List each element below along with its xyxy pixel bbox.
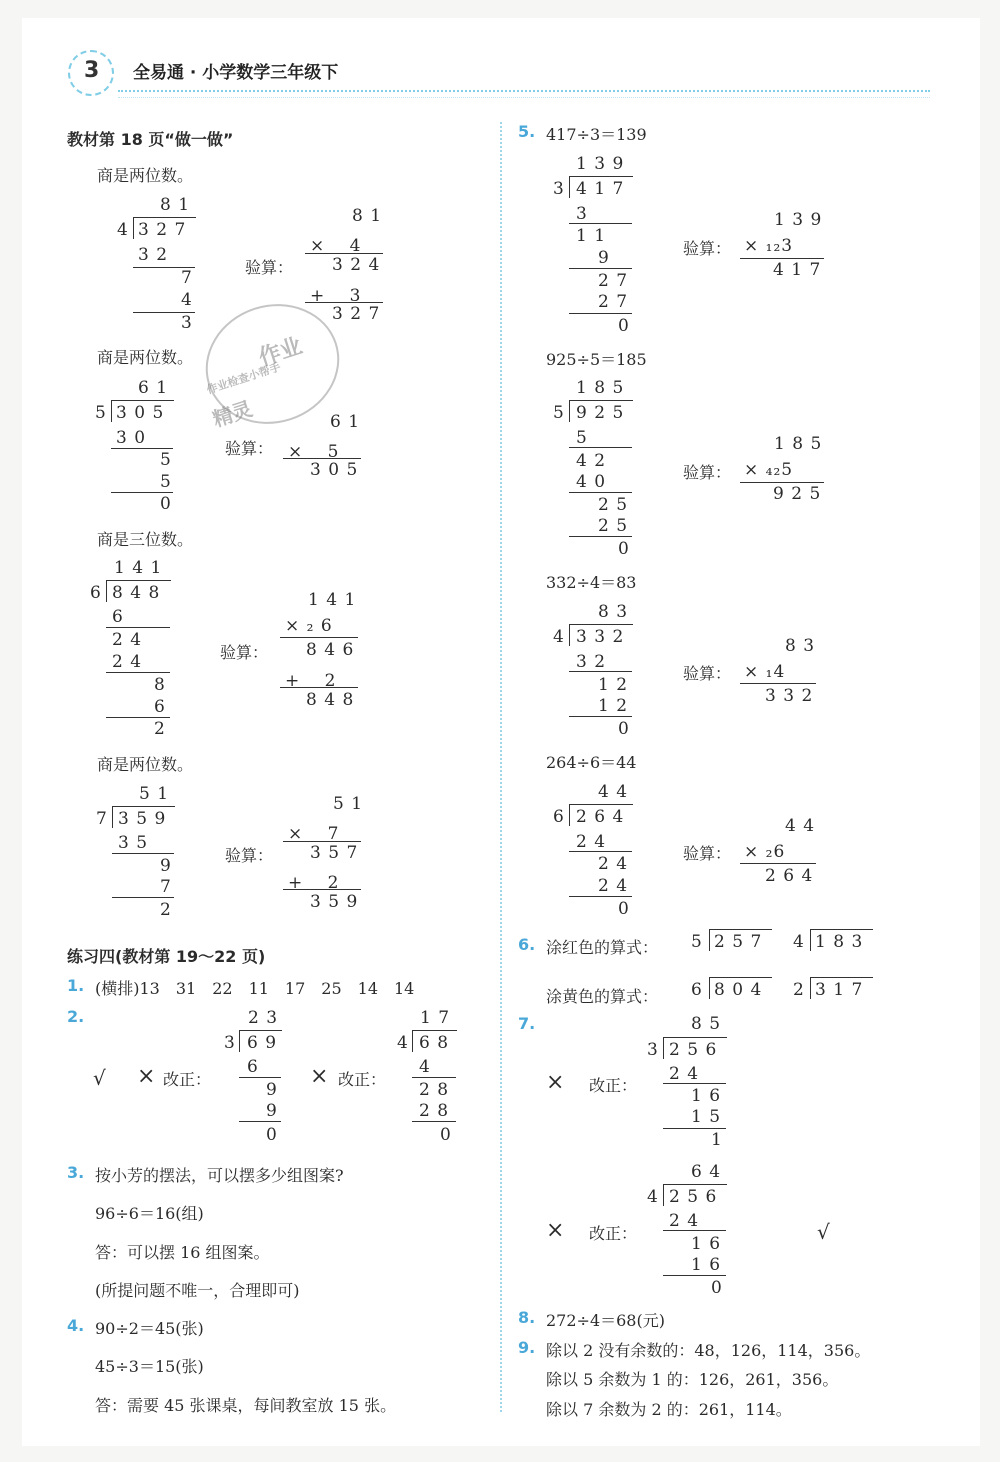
step: 1 2 (598, 696, 629, 716)
step: 3 2 (576, 652, 607, 672)
watermark-middle: 作业检查小帮手 (205, 360, 283, 397)
step-line (569, 313, 632, 314)
division-bracket (569, 624, 570, 646)
division-bracket (810, 929, 811, 951)
step-line (663, 1083, 726, 1084)
step: 9 (266, 1101, 278, 1121)
verify-line (740, 482, 824, 483)
cross-mark: × (546, 1218, 565, 1243)
step-line (106, 717, 170, 718)
verify-mult: × ₂6 (744, 842, 786, 862)
verify-label: 验算： (245, 258, 294, 277)
problem-1-answer: (横排)13 31 22 11 17 25 14 14 (95, 979, 415, 998)
problem-3-question: 按小芳的摆法，可以摆多少组图案? (95, 1166, 344, 1185)
verify-num: 8 3 (785, 636, 816, 656)
quotient: 1 4 1 (114, 558, 163, 578)
step: 4 (419, 1057, 431, 1077)
division-bar (107, 580, 171, 581)
step: 4 (181, 290, 193, 310)
step: 1 5 (691, 1107, 722, 1127)
problem-9-line-1: 除以 2 没有余数的：48，126，114，356。 (546, 1341, 871, 1360)
equation: 332÷4＝83 (546, 573, 637, 592)
step: 1 6 (691, 1234, 722, 1254)
division-bar (112, 400, 174, 401)
correction-label: 改正： (163, 1070, 212, 1089)
note-two-digit: 商是两位数。 (97, 166, 194, 185)
quotient: 8 3 (598, 602, 629, 622)
division-bar (664, 1037, 727, 1038)
step: 4 2 (576, 451, 607, 471)
problem-4-calc-2: 45÷3＝15(张) (95, 1357, 204, 1376)
division-bar (570, 400, 633, 401)
dividend: 8 0 4 (714, 980, 763, 1000)
equation: 417÷3＝139 (546, 125, 647, 144)
verify-label: 验算： (225, 846, 274, 865)
dividend: 3 5 9 (118, 809, 167, 829)
dividend: 9 2 5 (576, 403, 625, 423)
correction-label: 改正： (589, 1076, 638, 1095)
divisor: 5 (95, 403, 107, 423)
step: 5 (160, 472, 172, 492)
verify-num: 3 5 7 (310, 843, 359, 863)
check-mark: √ (93, 1066, 106, 1090)
division-bracket (239, 1030, 240, 1052)
step: 3 0 (116, 428, 147, 448)
division-bar (413, 1030, 457, 1031)
division-bar (811, 977, 873, 978)
verify-line (740, 258, 824, 259)
step-line (412, 1121, 456, 1122)
quotient: 8 1 (160, 195, 191, 215)
problem-number: 7. (518, 1014, 536, 1033)
verify-line (740, 863, 816, 864)
divisor: 2 (793, 980, 805, 1000)
step-line (569, 851, 632, 852)
dividend: 1 8 3 (815, 932, 864, 952)
divisor: 4 (397, 1033, 409, 1053)
problem-4-answer: 答：需要 45 张课桌，每间教室放 15 张。 (95, 1396, 397, 1415)
step-line (569, 447, 632, 448)
step: 7 (160, 877, 172, 897)
step: 1 6 (691, 1255, 722, 1275)
step: 2 4 (112, 652, 143, 672)
step-line (239, 1077, 281, 1078)
verify-mult: × ₁₂3 (744, 236, 794, 256)
verify-line (283, 889, 361, 890)
problem-3-calc: 96÷6＝16(组) (95, 1204, 204, 1223)
verify-label: 验算： (683, 463, 732, 482)
step-line (569, 268, 632, 269)
problem-8-answer: 272÷4＝68(元) (546, 1311, 665, 1330)
problem-4-calc-1: 90÷2＝45(张) (95, 1319, 204, 1338)
division-bar (811, 929, 873, 930)
divisor: 6 (691, 980, 703, 1000)
remainder: 0 (440, 1125, 452, 1145)
division-bracket (709, 977, 710, 999)
dividend: 2 5 6 (669, 1187, 718, 1207)
remainder: 0 (618, 899, 630, 919)
quotient: 2 3 (248, 1008, 279, 1028)
problem-number: 1. (67, 976, 85, 995)
verify-line (283, 841, 361, 842)
quotient: 4 4 (598, 782, 629, 802)
section-title-textbook: 教材第 18 页“做一做” (67, 130, 234, 149)
step: 3 5 (118, 833, 149, 853)
step-line (112, 853, 174, 854)
step: 5 (576, 428, 588, 448)
verify-add: + 2 (288, 873, 340, 893)
division-bracket (106, 580, 107, 602)
remainder: 1 (711, 1130, 723, 1150)
correction-label: 改正： (589, 1224, 638, 1243)
quotient: 5 1 (139, 784, 170, 804)
step: 2 4 (576, 832, 607, 852)
verify-label: 验算： (683, 239, 732, 258)
verify-line (305, 253, 383, 254)
note-two-digit: 商是两位数。 (97, 755, 194, 774)
correction-label: 改正： (338, 1070, 387, 1089)
verify-num: 3 0 5 (310, 460, 359, 480)
problem-number: 2. (67, 1007, 85, 1026)
remainder: 0 (618, 539, 630, 559)
division-bracket (663, 1184, 664, 1206)
division-bar (240, 1030, 282, 1031)
verify-mult: × 5 (288, 442, 340, 462)
dividend: 6 8 (419, 1033, 450, 1053)
step: 9 (160, 856, 172, 876)
remainder: 2 (154, 719, 166, 739)
watermark-top: 作业 (255, 333, 306, 372)
book-title: 全易通 · 小学数学三年级下 (133, 63, 339, 83)
division-bracket (810, 977, 811, 999)
step: 6 (247, 1057, 259, 1077)
verify-add: + 2 (285, 671, 337, 691)
step: 2 4 (598, 854, 629, 874)
verify-num: 8 1 (352, 206, 383, 226)
step-line (569, 671, 632, 672)
step: 2 5 (598, 516, 629, 536)
verify-mult: × ₂ 6 (285, 616, 333, 636)
remainder: 3 (181, 313, 193, 333)
dividend: 3 2 7 (138, 220, 187, 240)
divisor: 3 (553, 179, 565, 199)
step-line (663, 1128, 726, 1129)
step: 2 8 (419, 1080, 450, 1100)
quotient: 8 5 (691, 1014, 722, 1034)
problem-number: 4. (67, 1316, 85, 1335)
step-line (569, 896, 632, 897)
verify-num: 8 4 6 (306, 640, 355, 660)
verify-num: 3 2 7 (332, 304, 381, 324)
dividend: 2 6 4 (576, 807, 625, 827)
quotient: 1 7 (420, 1008, 451, 1028)
problem-3-answer: 答：可以摆 16 组图案。 (95, 1243, 270, 1262)
division-bracket (709, 929, 710, 951)
verify-line (305, 302, 383, 303)
step: 2 4 (669, 1064, 700, 1084)
division-bar (664, 1184, 727, 1185)
divisor: 6 (90, 583, 102, 603)
verify-num: 9 2 5 (773, 484, 822, 504)
verify-mult: × ₁4 (744, 662, 786, 682)
verify-num: 6 1 (330, 412, 361, 432)
step-line (239, 1121, 281, 1122)
watermark-bottom: 精灵 (209, 396, 256, 432)
division-bar (710, 929, 772, 930)
step-line (111, 448, 173, 449)
verify-mult: × 7 (288, 824, 340, 844)
division-bracket (111, 400, 112, 422)
dividend: 3 1 7 (815, 980, 864, 1000)
column-divider (500, 122, 502, 1412)
step: 2 4 (669, 1211, 700, 1231)
remainder: 2 (160, 900, 172, 920)
division-bar (134, 217, 196, 218)
dividend: 2 5 6 (669, 1040, 718, 1060)
division-bar (710, 977, 772, 978)
divisor: 6 (553, 807, 565, 827)
division-bracket (412, 1030, 413, 1052)
division-bracket (133, 217, 134, 239)
problem-number: 9. (518, 1338, 536, 1357)
cross-mark: × (546, 1070, 565, 1095)
divisor: 4 (793, 932, 805, 952)
division-bracket (569, 400, 570, 422)
step-line (106, 627, 170, 628)
step: 2 8 (419, 1101, 450, 1121)
dividend: 2 5 7 (714, 932, 763, 952)
step: 2 4 (598, 876, 629, 896)
step: 1 1 (576, 226, 607, 246)
remainder: 0 (266, 1125, 278, 1145)
verify-num: 5 1 (333, 794, 364, 814)
division-bar (570, 804, 633, 805)
step: 2 4 (112, 630, 143, 650)
step: 2 5 (598, 495, 629, 515)
dividend: 8 4 8 (112, 583, 161, 603)
problem-number: 6. (518, 935, 536, 954)
dividend: 4 1 7 (576, 179, 625, 199)
check-mark: √ (817, 1220, 830, 1244)
division-bar (570, 176, 633, 177)
quotient: 6 4 (691, 1162, 722, 1182)
verify-num: 3 2 4 (332, 255, 381, 275)
division-bracket (569, 176, 570, 198)
divisor: 4 (553, 627, 565, 647)
dividend: 3 0 5 (116, 403, 165, 423)
divisor: 3 (647, 1040, 659, 1060)
verify-line (280, 687, 358, 688)
step-line (569, 536, 632, 537)
step: 9 (598, 248, 610, 268)
equation: 264÷6＝44 (546, 753, 637, 772)
verify-mult: × ₄₂5 (744, 460, 794, 480)
problem-9-line-2: 除以 5 余数为 1 的：126，261，356。 (546, 1370, 839, 1389)
step: 3 (576, 204, 588, 224)
division-bar (113, 806, 175, 807)
step: 8 (154, 675, 166, 695)
step-line (106, 672, 170, 673)
step: 3 2 (138, 245, 169, 265)
remainder: 0 (711, 1278, 723, 1298)
section-title-practice: 练习四(教材第 19～22 页) (67, 947, 266, 966)
step: 7 (181, 268, 193, 288)
step-line (112, 897, 174, 898)
step: 5 (160, 450, 172, 470)
verify-num: 4 4 (785, 816, 816, 836)
divisor: 4 (117, 220, 129, 240)
verify-line (280, 637, 358, 638)
problem-3-note: (所提问题不唯一，合理即可) (95, 1281, 300, 1300)
verify-label: 验算： (683, 664, 732, 683)
yellow-label: 涂黄色的算式： (546, 987, 659, 1006)
cross-mark: × (137, 1064, 156, 1089)
verify-label: 验算： (220, 643, 269, 662)
problem-number: 8. (518, 1308, 536, 1327)
verify-num: 4 1 7 (773, 260, 822, 280)
step: 1 6 (691, 1086, 722, 1106)
verify-num: 2 6 4 (765, 866, 814, 886)
verify-add: + 3 (310, 286, 362, 306)
divisor: 3 (224, 1033, 236, 1053)
header-divider (118, 90, 930, 92)
red-label: 涂红色的算式： (546, 938, 659, 957)
division-bar (570, 624, 633, 625)
step: 2 7 (598, 271, 629, 291)
quotient: 1 3 9 (576, 154, 625, 174)
step: 6 (112, 607, 124, 627)
divisor: 5 (691, 932, 703, 952)
step-line (569, 492, 632, 493)
verify-num: 3 3 2 (765, 686, 814, 706)
page-number: 3 (84, 58, 100, 83)
step-line (663, 1230, 726, 1231)
verify-line (740, 683, 816, 684)
divisor: 4 (647, 1187, 659, 1207)
verify-num: 8 4 8 (306, 690, 355, 710)
header-divider-2 (118, 97, 930, 98)
note-two-digit: 商是两位数。 (97, 348, 194, 367)
problem-9-line-3: 除以 7 余数为 2 的：261，114。 (546, 1400, 792, 1419)
step-line (663, 1275, 726, 1276)
verify-mult: × 4 (310, 236, 362, 256)
verify-line (283, 458, 361, 459)
verify-num: 1 8 5 (774, 434, 823, 454)
divisor: 7 (96, 809, 108, 829)
verify-num: 1 3 9 (774, 210, 823, 230)
dividend: 3 3 2 (576, 627, 625, 647)
division-bracket (663, 1037, 664, 1059)
equation: 925÷5＝185 (546, 350, 647, 369)
verify-label: 验算： (683, 844, 732, 863)
division-bracket (569, 804, 570, 826)
step-line (412, 1077, 456, 1078)
problem-number: 3. (67, 1163, 85, 1182)
remainder: 0 (160, 494, 172, 514)
verify-num: 3 5 9 (310, 892, 359, 912)
step: 4 0 (576, 472, 607, 492)
division-bracket (112, 806, 113, 828)
verify-label: 验算： (225, 439, 274, 458)
cross-mark: × (310, 1064, 329, 1089)
remainder: 0 (618, 316, 630, 336)
divisor: 5 (553, 403, 565, 423)
step-line (569, 716, 632, 717)
remainder: 0 (618, 719, 630, 739)
step: 1 2 (598, 675, 629, 695)
dividend: 6 9 (247, 1033, 278, 1053)
step: 9 (266, 1080, 278, 1100)
problem-number: 5. (518, 122, 536, 141)
step-line (569, 223, 632, 224)
step: 6 (154, 697, 166, 717)
quotient: 6 1 (138, 378, 169, 398)
verify-num: 1 4 1 (308, 590, 357, 610)
step-line (111, 492, 173, 493)
note-three-digit: 商是三位数。 (97, 530, 194, 549)
quotient: 1 8 5 (576, 378, 625, 398)
step: 2 7 (598, 292, 629, 312)
